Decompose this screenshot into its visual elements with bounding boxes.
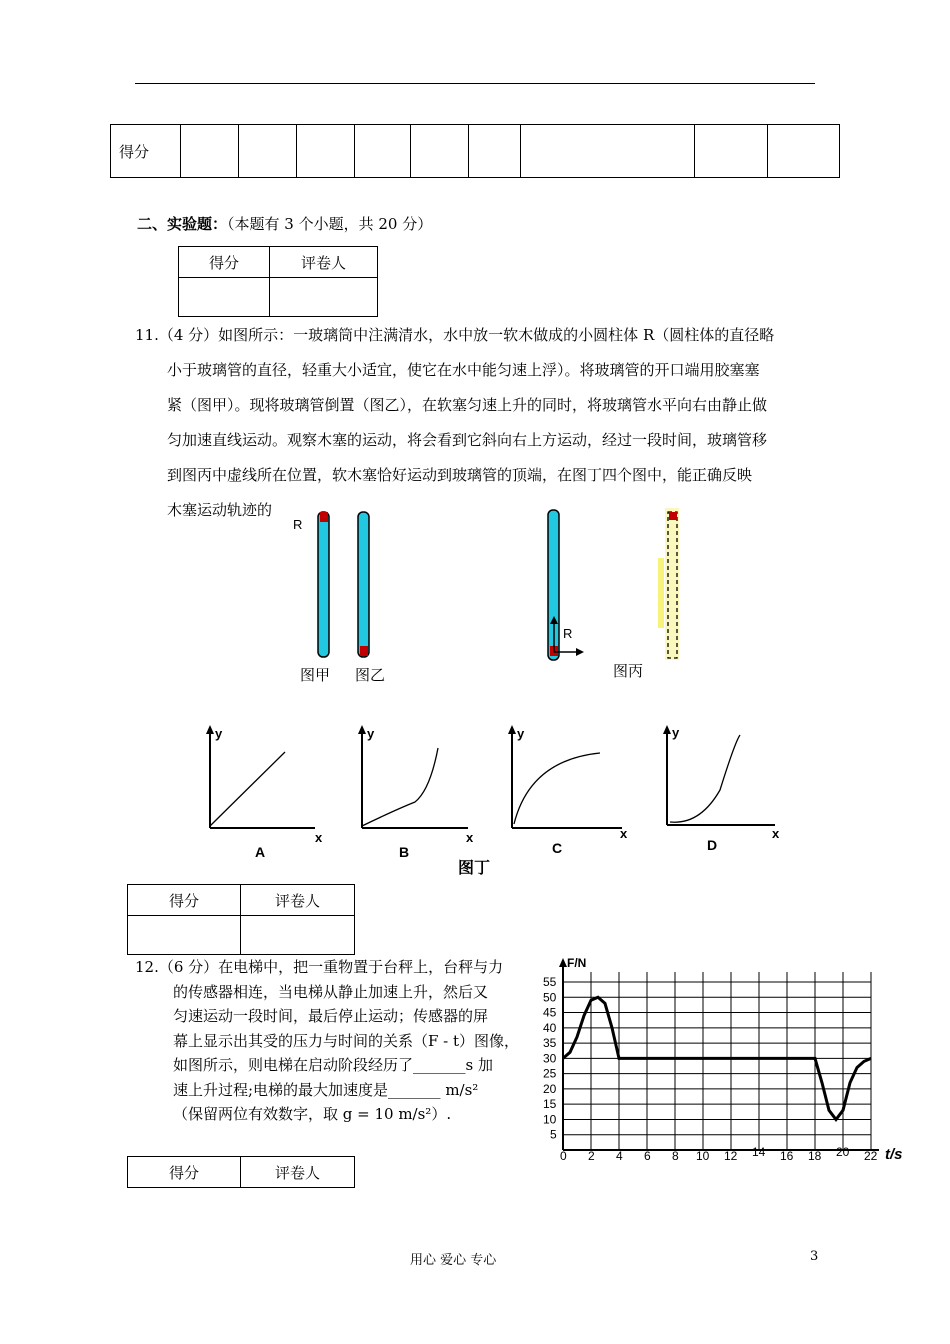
curve-c: [514, 753, 600, 824]
y-tick-label: 35: [543, 1036, 557, 1051]
highlight-bar: [658, 558, 664, 628]
y-tick-label: 55: [543, 975, 557, 989]
tube-jia: [318, 512, 329, 657]
grader-table-2: [127, 884, 355, 955]
grader-header: 评卷人: [241, 1157, 355, 1188]
arrow-right-head: [576, 648, 584, 656]
grader-input-cell[interactable]: [270, 278, 378, 317]
q11-line: 紧（图甲）。现将玻璃管倒置（图乙），在软塞匀速上升的同时，将玻璃管水平向右由静止做: [167, 396, 768, 414]
score-cell[interactable]: [694, 125, 768, 178]
q12-line: 幕上显示出其受的压力与时间的关系（F - t）图像，: [173, 1031, 520, 1050]
svg-text:x: x: [620, 826, 628, 841]
x-tick-label: 20: [836, 1145, 850, 1159]
svg-text:x: x: [772, 826, 780, 841]
cork-dashed: [669, 512, 677, 520]
y-tick-label: 45: [543, 1005, 557, 1020]
score-input-cell[interactable]: [128, 916, 241, 955]
section-note: （本题有 3 个小题，共 20 分）: [227, 215, 433, 233]
y-tick-label: 15: [543, 1097, 557, 1112]
x-tick-label: 14: [752, 1145, 766, 1159]
score-cell[interactable]: [296, 125, 354, 178]
chart-axes: [559, 958, 879, 1150]
q12-line: （保留两位有效数字，取 g = 10 m/s²）.: [173, 1105, 452, 1123]
label-r-2: R: [563, 626, 573, 641]
tube-yi: [358, 512, 369, 657]
footer-text: 用心 爱心 专心: [410, 1253, 497, 1268]
force-time-chart: [535, 955, 915, 1170]
svg-text:y: y: [367, 726, 375, 741]
x-tick-label: 8: [672, 1149, 679, 1163]
y-tick-label: 10: [543, 1112, 557, 1127]
cork-jia: [320, 512, 328, 522]
grader-table-3: [127, 1156, 355, 1188]
y-tick-label: 5: [550, 1127, 557, 1142]
score-header: 得分: [128, 885, 241, 916]
option-graphs: [190, 720, 800, 880]
option-a-label: A: [255, 844, 266, 860]
label-bing: 图丙: [613, 663, 644, 680]
curve-a: [210, 752, 285, 826]
tube-figures: [280, 500, 700, 690]
option-d-label: D: [707, 837, 718, 853]
x-tick-label: 10: [696, 1149, 710, 1163]
option-graph-c[interactable]: [508, 725, 628, 856]
label-yi: 图乙: [355, 667, 386, 684]
score-cell[interactable]: [239, 125, 297, 178]
svg-text:x: x: [315, 830, 323, 845]
question-11: [135, 318, 825, 528]
q11-line: 匀加速直线运动。观察木塞的运动，将会看到它斜向右上方运动，经过一段时间，玻璃管移: [167, 431, 768, 449]
y-tick-label: 50: [543, 990, 557, 1005]
svg-text:y: y: [672, 725, 680, 740]
y-axis-arrow: [559, 958, 567, 967]
q12-line: 如图所示，则电梯在启动阶段经历了_______s 加: [173, 1056, 493, 1074]
q12-line: 的传感器相连，当电梯从静止加速上升，然后又: [173, 982, 489, 1001]
score-cell[interactable]: [181, 125, 239, 178]
x-axis-label: t/s: [885, 1146, 903, 1163]
curve-d: [670, 735, 740, 822]
score-cell[interactable]: [354, 125, 410, 178]
score-cell[interactable]: [768, 125, 840, 178]
header-rule: [135, 83, 815, 84]
score-input-cell[interactable]: [179, 278, 270, 317]
option-graph-a[interactable]: [206, 725, 323, 860]
y-axis-label: F/N: [567, 956, 587, 970]
score-header: 得分: [179, 247, 270, 278]
option-c-label: C: [552, 840, 563, 856]
q11-line: 小于玻璃管的直径，轻重大小适宜，使它在水中能匀速上浮）。将玻璃管的开口端用胶塞塞: [167, 361, 760, 379]
score-cell[interactable]: [520, 125, 694, 178]
option-graph-b[interactable]: [358, 725, 474, 860]
curve-b: [362, 748, 438, 826]
grader-table-1: [178, 246, 378, 317]
label-jia: 图甲: [300, 667, 331, 684]
x-tick-label: 16: [780, 1149, 794, 1163]
x-tick-label: 0: [560, 1149, 567, 1163]
y-tick-label: 20: [543, 1081, 557, 1096]
label-r-1: R: [293, 517, 303, 532]
q11-line: 11.（4 分）如图所示：一玻璃筒中注满清水，水中放一软木做成的小圆柱体 R（圆柱体的直径略: [135, 326, 775, 344]
chart-grid: [563, 972, 871, 1150]
label-ding: 图丁: [458, 860, 491, 877]
q12-line: 速上升过程;电梯的最大加速度是_______ m/s²: [173, 1080, 479, 1099]
x-tick-label: 22: [864, 1149, 878, 1163]
y-tick-label: 25: [543, 1066, 557, 1081]
grader-header: 评卷人: [270, 247, 378, 278]
q12-line: 12.（6 分）在电梯中，把一重物置于台秤上，台秤与力: [135, 958, 504, 976]
x-tick-label: 12: [724, 1149, 738, 1163]
svg-text:x: x: [466, 830, 474, 845]
section-title: 二、实验题：: [137, 215, 228, 233]
score-cell[interactable]: [468, 125, 520, 178]
grader-input-cell[interactable]: [241, 916, 355, 955]
option-graph-d[interactable]: [663, 725, 780, 853]
x-tick-label: 2: [588, 1149, 595, 1163]
y-tick-label: 30: [543, 1051, 557, 1066]
option-b-label: B: [399, 844, 410, 860]
score-header: 得分: [128, 1157, 241, 1188]
svg-text:y: y: [517, 726, 525, 741]
q11-line: 木塞运动轨迹的: [167, 501, 273, 519]
cork-yi: [360, 646, 368, 656]
question-12: [135, 955, 535, 1127]
x-tick-label: 4: [616, 1149, 623, 1163]
q12-line: 匀速运动一段时间，最后停止运动；传感器的屏: [173, 1007, 489, 1025]
grader-header: 评卷人: [241, 885, 355, 916]
score-label: 得分: [111, 125, 181, 178]
score-table: [110, 124, 840, 178]
q11-line: 到图丙中虚线所在位置，软木塞恰好运动到玻璃管的顶端，在图丁四个图中，能正确反映: [167, 466, 753, 484]
x-tick-label: 18: [808, 1149, 822, 1163]
page-number: 3: [810, 1249, 819, 1264]
svg-text:y: y: [215, 726, 223, 741]
x-tick-label: 6: [644, 1149, 651, 1163]
score-cell[interactable]: [410, 125, 468, 178]
y-tick-label: 40: [543, 1020, 557, 1035]
section-heading: [137, 213, 432, 234]
